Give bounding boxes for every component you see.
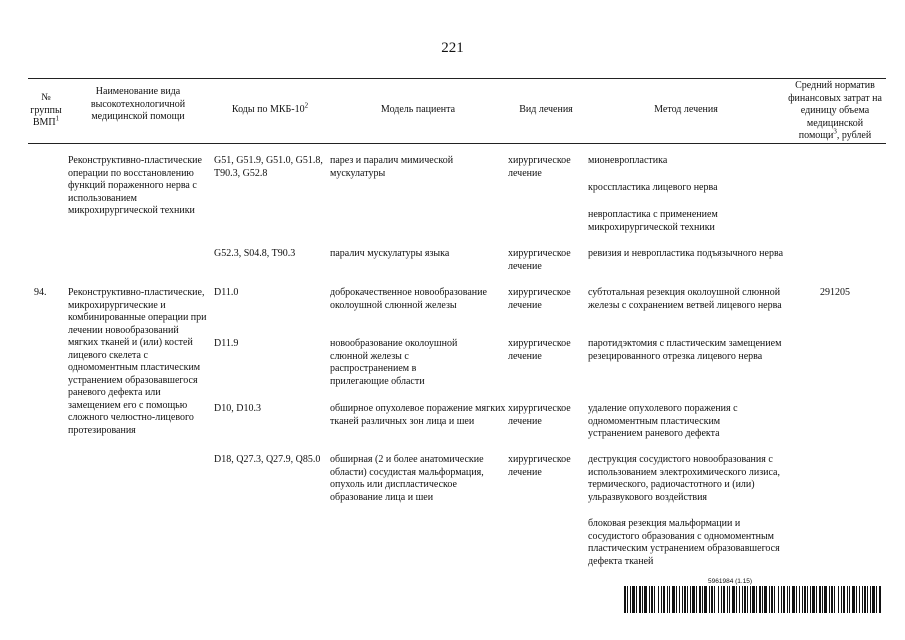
patient-model-cell: новообразование околоушной слюнной железы с распространением в прилегающие области bbox=[330, 338, 458, 387]
group-number-cell: 94. bbox=[34, 287, 47, 298]
treatment-type-cell: хирургическое лечение bbox=[508, 287, 571, 311]
patient-model-cell: обширное опухолевое поражение мягких тканей различных зон лица и шеи bbox=[330, 403, 506, 427]
patient-model-cell: обширная (2 и более анатомические области) сосудистая мальформация, опухоль или диспластическое образование лица и шеи bbox=[330, 454, 484, 503]
icd-codes-cell: D11.9 bbox=[214, 338, 239, 349]
patient-model-cell: паралич мускулатуры языка bbox=[330, 248, 450, 259]
table-top-rule bbox=[28, 78, 886, 79]
treatment-method-cell: блоковая резекция мальформации и сосудистого образования с одномоментным пластическим устранением образовавшегося дефекта тканей bbox=[588, 518, 780, 567]
header-group-number-label: № группы ВМП bbox=[30, 92, 62, 128]
treatment-type-cell: хирургическое лечение bbox=[508, 403, 571, 427]
care-type-cell: Реконструктивно-пластические операции по восстановлению функций пораженного нерва с использованием микрохирургической техники bbox=[68, 155, 202, 216]
icd-codes-cell: G51, G51.9, G51.0, G51.8, T90.3, G52.8 bbox=[214, 155, 323, 179]
header-treatment-method: Метод лечения bbox=[654, 104, 718, 115]
patient-model-cell: парез и паралич мимической мускулатуры bbox=[330, 155, 454, 179]
treatment-type-cell: хирургическое лечение bbox=[508, 338, 571, 362]
icd-codes-cell: G52.3, S04.8, T90.3 bbox=[214, 248, 296, 259]
treatment-type-cell: хирургическое лечение bbox=[508, 155, 571, 179]
header-group-number bbox=[28, 92, 64, 130]
table-header-rule bbox=[28, 143, 886, 144]
header-patient-model: Модель пациента bbox=[380, 104, 456, 115]
treatment-method-cell: кросспластика лицевого нерва bbox=[588, 182, 718, 193]
barcode-caption: 5961984 (1.15) bbox=[708, 578, 753, 585]
treatment-method-cell: ревизия и невропластика подъязычного нерва bbox=[588, 248, 784, 259]
treatment-method-cell: паротидэктомия с пластическим замещением резецированного отрезка лицевого нерва bbox=[588, 338, 782, 362]
treatment-method-cell: мионевропластика bbox=[588, 155, 668, 166]
header-cost-label: Средний норматив финансовых затрат на единицу объема медицинской помощи bbox=[788, 80, 882, 141]
footnote-3: 3 bbox=[833, 127, 837, 136]
page-number: 221 bbox=[441, 40, 464, 56]
treatment-method-cell: субтотальная резекция околоушной слюнной железы с сохранением ветвей лицевого нерва bbox=[588, 287, 782, 311]
header-care-type: Наименование вида высокотехнологичной медицинской помощи bbox=[90, 86, 186, 122]
icd-codes-cell: D18, Q27.3, Q27.9, Q85.0 bbox=[214, 454, 321, 465]
header-cost bbox=[786, 80, 884, 143]
care-type-cell: Реконструктивно-пластические, микрохирургические и комбинированные операции при лечении новообразований мягких тканей и (или) костей лицевого скелета с одномоментным пластическим устранением образовавшегося раневого дефекта или замещением его с помощью сложного челюстно-лицевого протезирования bbox=[68, 287, 207, 436]
treatment-method-cell: невропластика с применением микрохирургической техники bbox=[588, 209, 718, 233]
treatment-method-cell: деструкция сосудистого новообразования с использованием электрохимического лизиса, термического, радиочастотного и (или) ульразвукового воздействия bbox=[588, 454, 780, 503]
cost-cell: 291205 bbox=[820, 287, 850, 298]
header-icd-codes-label: Коды по МКБ-10 bbox=[231, 104, 305, 115]
icd-codes-cell: D11.0 bbox=[214, 287, 239, 298]
header-icd-codes bbox=[214, 101, 326, 117]
barcode bbox=[624, 586, 882, 613]
header-cost-tail: , рублей bbox=[836, 130, 872, 141]
treatment-type-cell: хирургическое лечение bbox=[508, 248, 571, 272]
footnote-1: 1 bbox=[55, 114, 60, 123]
header-treatment-type: Вид лечения bbox=[519, 104, 573, 115]
footnote-2: 2 bbox=[304, 101, 309, 110]
treatment-type-cell: хирургическое лечение bbox=[508, 454, 571, 478]
treatment-method-cell: удаление опухолевого поражения с одномоментным пластическим устранением раневого дефекта bbox=[588, 403, 738, 439]
icd-codes-cell: D10, D10.3 bbox=[214, 403, 261, 414]
patient-model-cell: доброкачественное новообразование околоушной слюнной железы bbox=[330, 287, 487, 311]
